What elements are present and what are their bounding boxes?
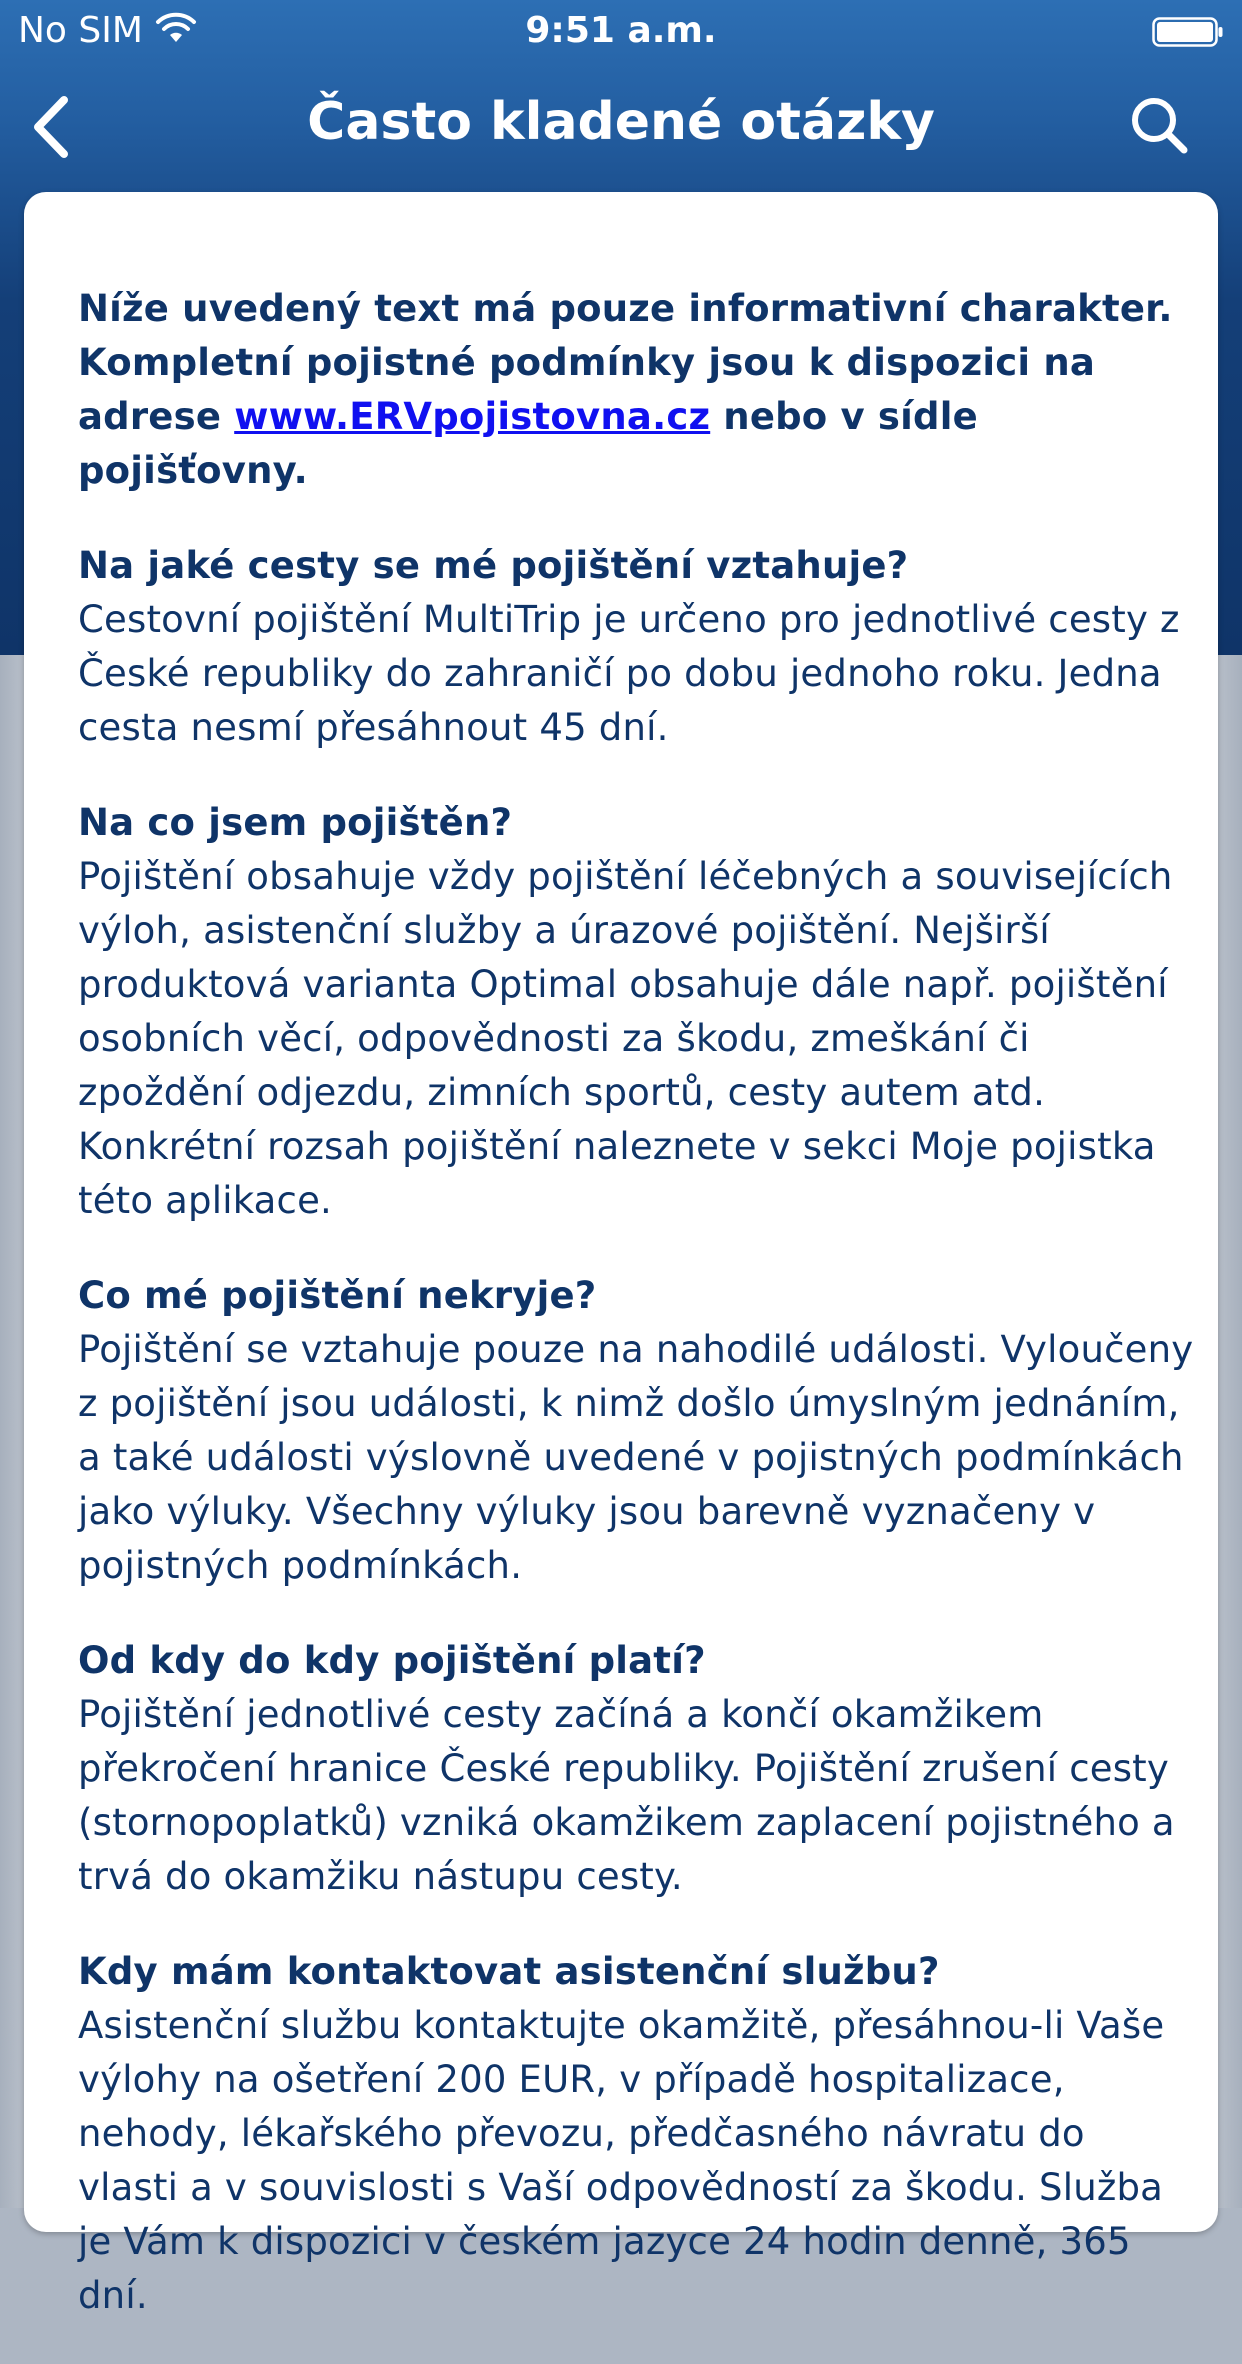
carrier-label: No SIM — [18, 10, 143, 51]
back-button[interactable] — [20, 92, 90, 162]
intro-text-end: nebo v sídle pojišťovny. — [78, 395, 978, 492]
intro-text-start: Níže uvedený text má pouze informativní charakter. Kompletní pojistné podmínky jsou k dispozici na adrese — [78, 287, 1173, 438]
status-time: 9:51 a.m. — [525, 10, 717, 51]
faq-question: Od kdy do kdy pojištění platí? — [78, 1639, 706, 1682]
chevron-left-icon — [20, 92, 90, 162]
faq-answer: Pojištění obsahuje vždy pojištění léčebných a souvisejících výloh, asistenční služby a úrazové pojištění. Nejširší produktová varianta Optimal obsahuje dále např. pojištění osobních věcí, odpovědnosti za škodu, zmeškání či zpoždění odjezdu, zimních sportů, cesty autem atd. Konkrétní rozsah pojištění naleznete v sekci Moje pojistka této aplikace. — [78, 855, 1173, 1222]
faq-answer: Asistenční službu kontaktujte okamžitě, přesáhnou-li Vaše výlohy na ošetření 200 EUR, v případě hospitalizace, nehody, lékařského převozu, předčasného návratu do vlasti a v souvislosti s Vaší odpovědností za škodu. Služba je Vám k dispozici v českém jazyce 24 hodin denně, 365 dní. — [78, 2004, 1165, 2317]
navigation-bar — [0, 62, 1242, 188]
faq-content — [78, 282, 1196, 2364]
faq-question: Na jaké cesty se mé pojištění vztahuje? — [78, 544, 909, 587]
faq-item — [78, 796, 1196, 1228]
search-icon — [1126, 92, 1192, 158]
faq-item — [78, 1269, 1196, 1593]
page-title: Často kladené otázky — [307, 92, 935, 152]
search-button[interactable] — [1126, 92, 1192, 158]
faq-item — [78, 1634, 1196, 1904]
faq-question: Kdy mám kontaktovat asistenční službu? — [78, 1950, 940, 1993]
faq-answer: Pojištění se vztahuje pouze na nahodilé události. Vyloučeny z pojištění jsou události, k nimž došlo úmyslným jednáním, a také události výslovně uvedené v pojistných podmínkách jako výluky. Všechny výluky jsou barevně vyznačeny v pojistných podmínkách. — [78, 1328, 1194, 1587]
faq-question: Na co jsem pojištěn? — [78, 801, 513, 844]
battery-icon — [1152, 17, 1224, 47]
faq-item — [78, 539, 1196, 755]
faq-question: Co mé pojištění nekryje? — [78, 1274, 597, 1317]
faq-answer: Pojištění jednotlivé cesty začíná a končí okamžikem překročení hranice České republiky. Pojištění zrušení cesty (stornopoplatků) vzniká okamžikem zaplacení pojistného a trvá do okamžiku nástupu cesty. — [78, 1693, 1175, 1898]
faq-item — [78, 1945, 1196, 2323]
intro-text — [78, 282, 1196, 498]
faq-answer: Cestovní pojištění MultiTrip je určeno pro jednotlivé cesty z České republiky do zahraničí po dobu jednoho roku. Jedna cesta nesmí přesáhnout 45 dní. — [78, 598, 1180, 749]
erv-website-link[interactable]: www.ERVpojistovna.cz — [234, 395, 711, 438]
status-bar — [0, 0, 1242, 62]
faq-card — [24, 192, 1218, 2317]
